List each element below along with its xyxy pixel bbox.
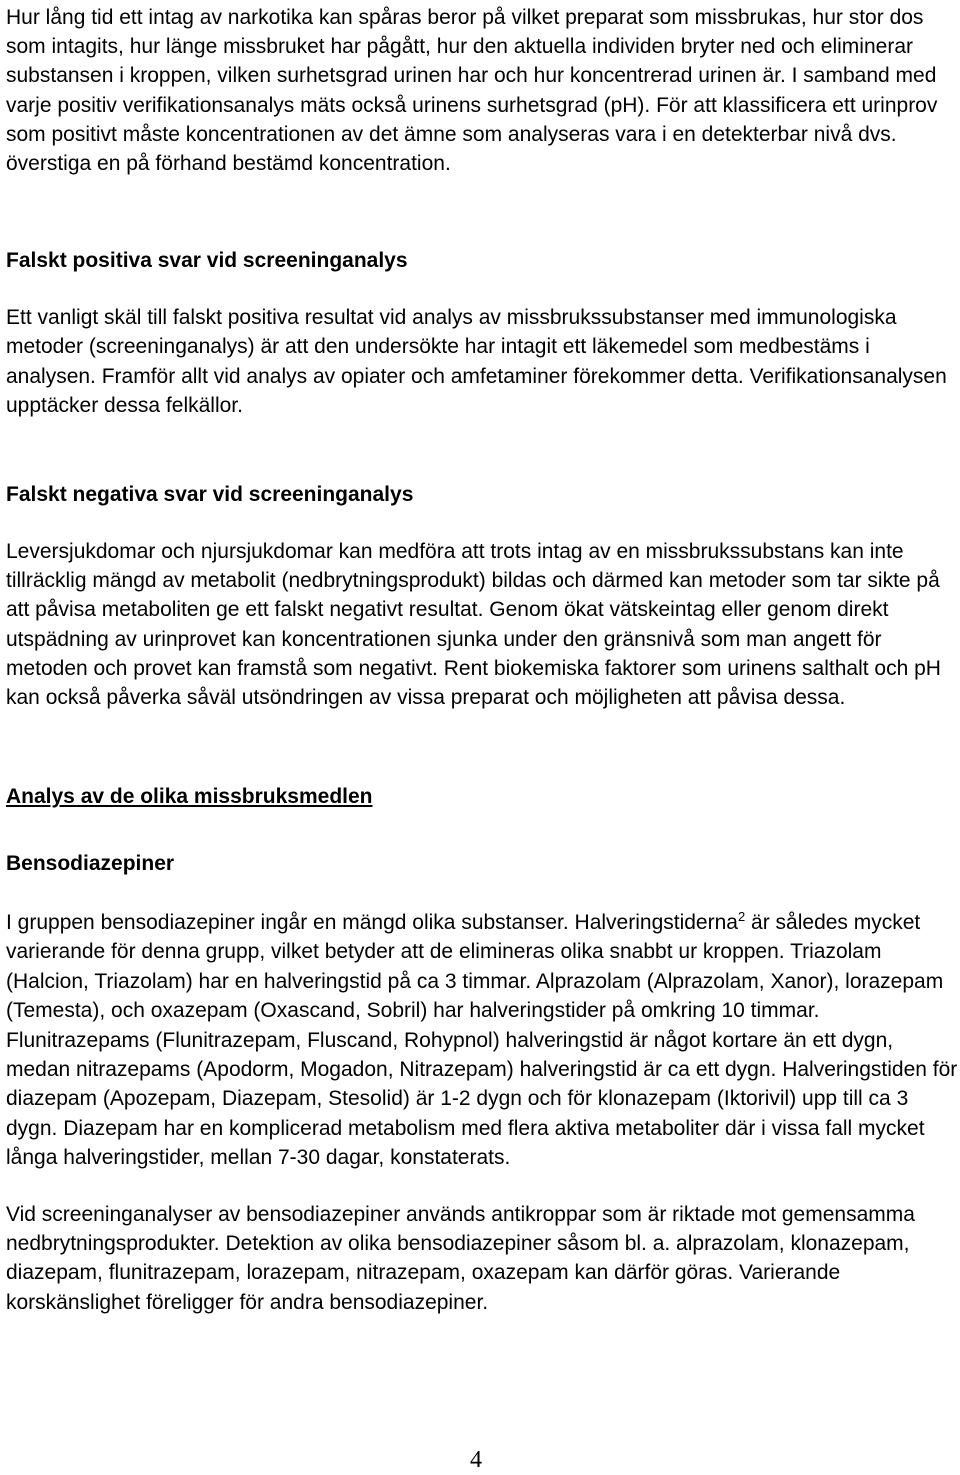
false-positive-paragraph: Ett vanligt skäl till falskt positiva resultat vid analys av missbrukssubstanser med immunologiska metoder (screeninganalys) är att den undersökte har intagit ett läkemedel som medbestäms i analysen. Framför allt vid analys av opiater och amfetaminer förekommer detta. Verifikationsanalysen upptäcker dessa felkällor. bbox=[6, 306, 947, 417]
footnote-reference: 2 bbox=[737, 909, 746, 925]
benzodiazepines-paragraph-1-start: I gruppen bensodiazepiner ingår en mängd olika substanser. Halveringstiderna bbox=[6, 911, 738, 935]
benzodiazepines-paragraph-2: Flunitrazepams (Flunitrazepam, Fluscand, Rohypnol) halveringstid är något kortare än ett dygn, medan nitrazepams (Apodorm, Mogadon, Nitrazepam) halveringstid är ca ett dygn. Halveringstiden för diazepam (Apozepam, Diazepam, Stesolid) är 1-2 dygn och för klonazepam (Iktorivil) upp till ca 3 dygn. Diazepam har en komplicerad metabolism med flera aktiva metaboliter där i vissa fall mycket långa halveringstider, mellan 7-30 dagar, konstaterats. bbox=[6, 1029, 958, 1169]
benzodiazepines-paragraph-1 bbox=[6, 908, 958, 1025]
document-page bbox=[6, 0, 958, 1317]
analysis-section-heading: Analys av de olika missbruksmedlen bbox=[6, 785, 373, 809]
false-positive-heading: Falskt positiva svar vid screeninganalys bbox=[6, 249, 408, 273]
benzodiazepines-paragraph-1-end: är således mycket varierande för denna grupp, vilket betyder att de elimineras olika snabbt ur kroppen. Triazolam (Halcion, Triazolam) har en halveringstid på ca 3 timmar. Alprazolam (Alprazolam, Xanor), lorazepam (Temesta), och oxazepam (Oxascand, Sobril) har halveringstider på omkring 10 timmar. bbox=[6, 911, 944, 1022]
false-negative-paragraph: Leversjukdomar och njursjukdomar kan medföra att trots intag av en missbrukssubstans kan inte tillräcklig mängd av metabolit (nedbrytningsprodukt) bildas och därmed kan metoder som tar sikte på att påvisa metaboliten ge ett falskt negativt resultat. Genom ökat vätskeintag eller genom direkt utspädning av urinprovet kan koncentrationen sjunka under den gränsnivå som man angett för metoden och provet kan framstå som negativt. Rent biokemiska faktorer som urinens salthalt och pH kan också påverka såväl utsöndringen av vissa preparat och möjligheten att påvisa dessa. bbox=[6, 540, 941, 710]
intro-paragraph: Hur lång tid ett intag av narkotika kan spåras beror på vilket preparat som missbrukas, hur stor dos som intagits, hur länge missbruket har pågått, hur den aktuella individen bryter ned och eliminerar substansen i kroppen, vilken surhetsgrad urinen har och hur koncentrerad urinen är. I samband med varje positiv verifikationsanalys mäts också urinens surhetsgrad (pH). För att klassificera ett urinprov som positivt måste koncentrationen av det ämne som analyseras vara i en detekterbar nivå dvs. överstiga en på förhand bestämd koncentration. bbox=[6, 6, 938, 176]
benzodiazepines-paragraph-3: Vid screeninganalyser av bensodiazepiner används antikroppar som är riktade mot gemensamma nedbrytningsprodukter. Detektion av olika bensodiazepiner såsom bl. a. alprazolam, klonazepam, diazepam, flunitrazepam, lorazepam, nitrazepam, oxazepam kan därför göras. Varierande korskänslighet föreligger för andra bensodiazepiner. bbox=[6, 1203, 915, 1314]
benzodiazepines-heading: Bensodiazepiner bbox=[6, 852, 175, 876]
false-negative-heading: Falskt negativa svar vid screeninganalys bbox=[6, 483, 414, 507]
page-number: 4 bbox=[470, 1447, 482, 1473]
